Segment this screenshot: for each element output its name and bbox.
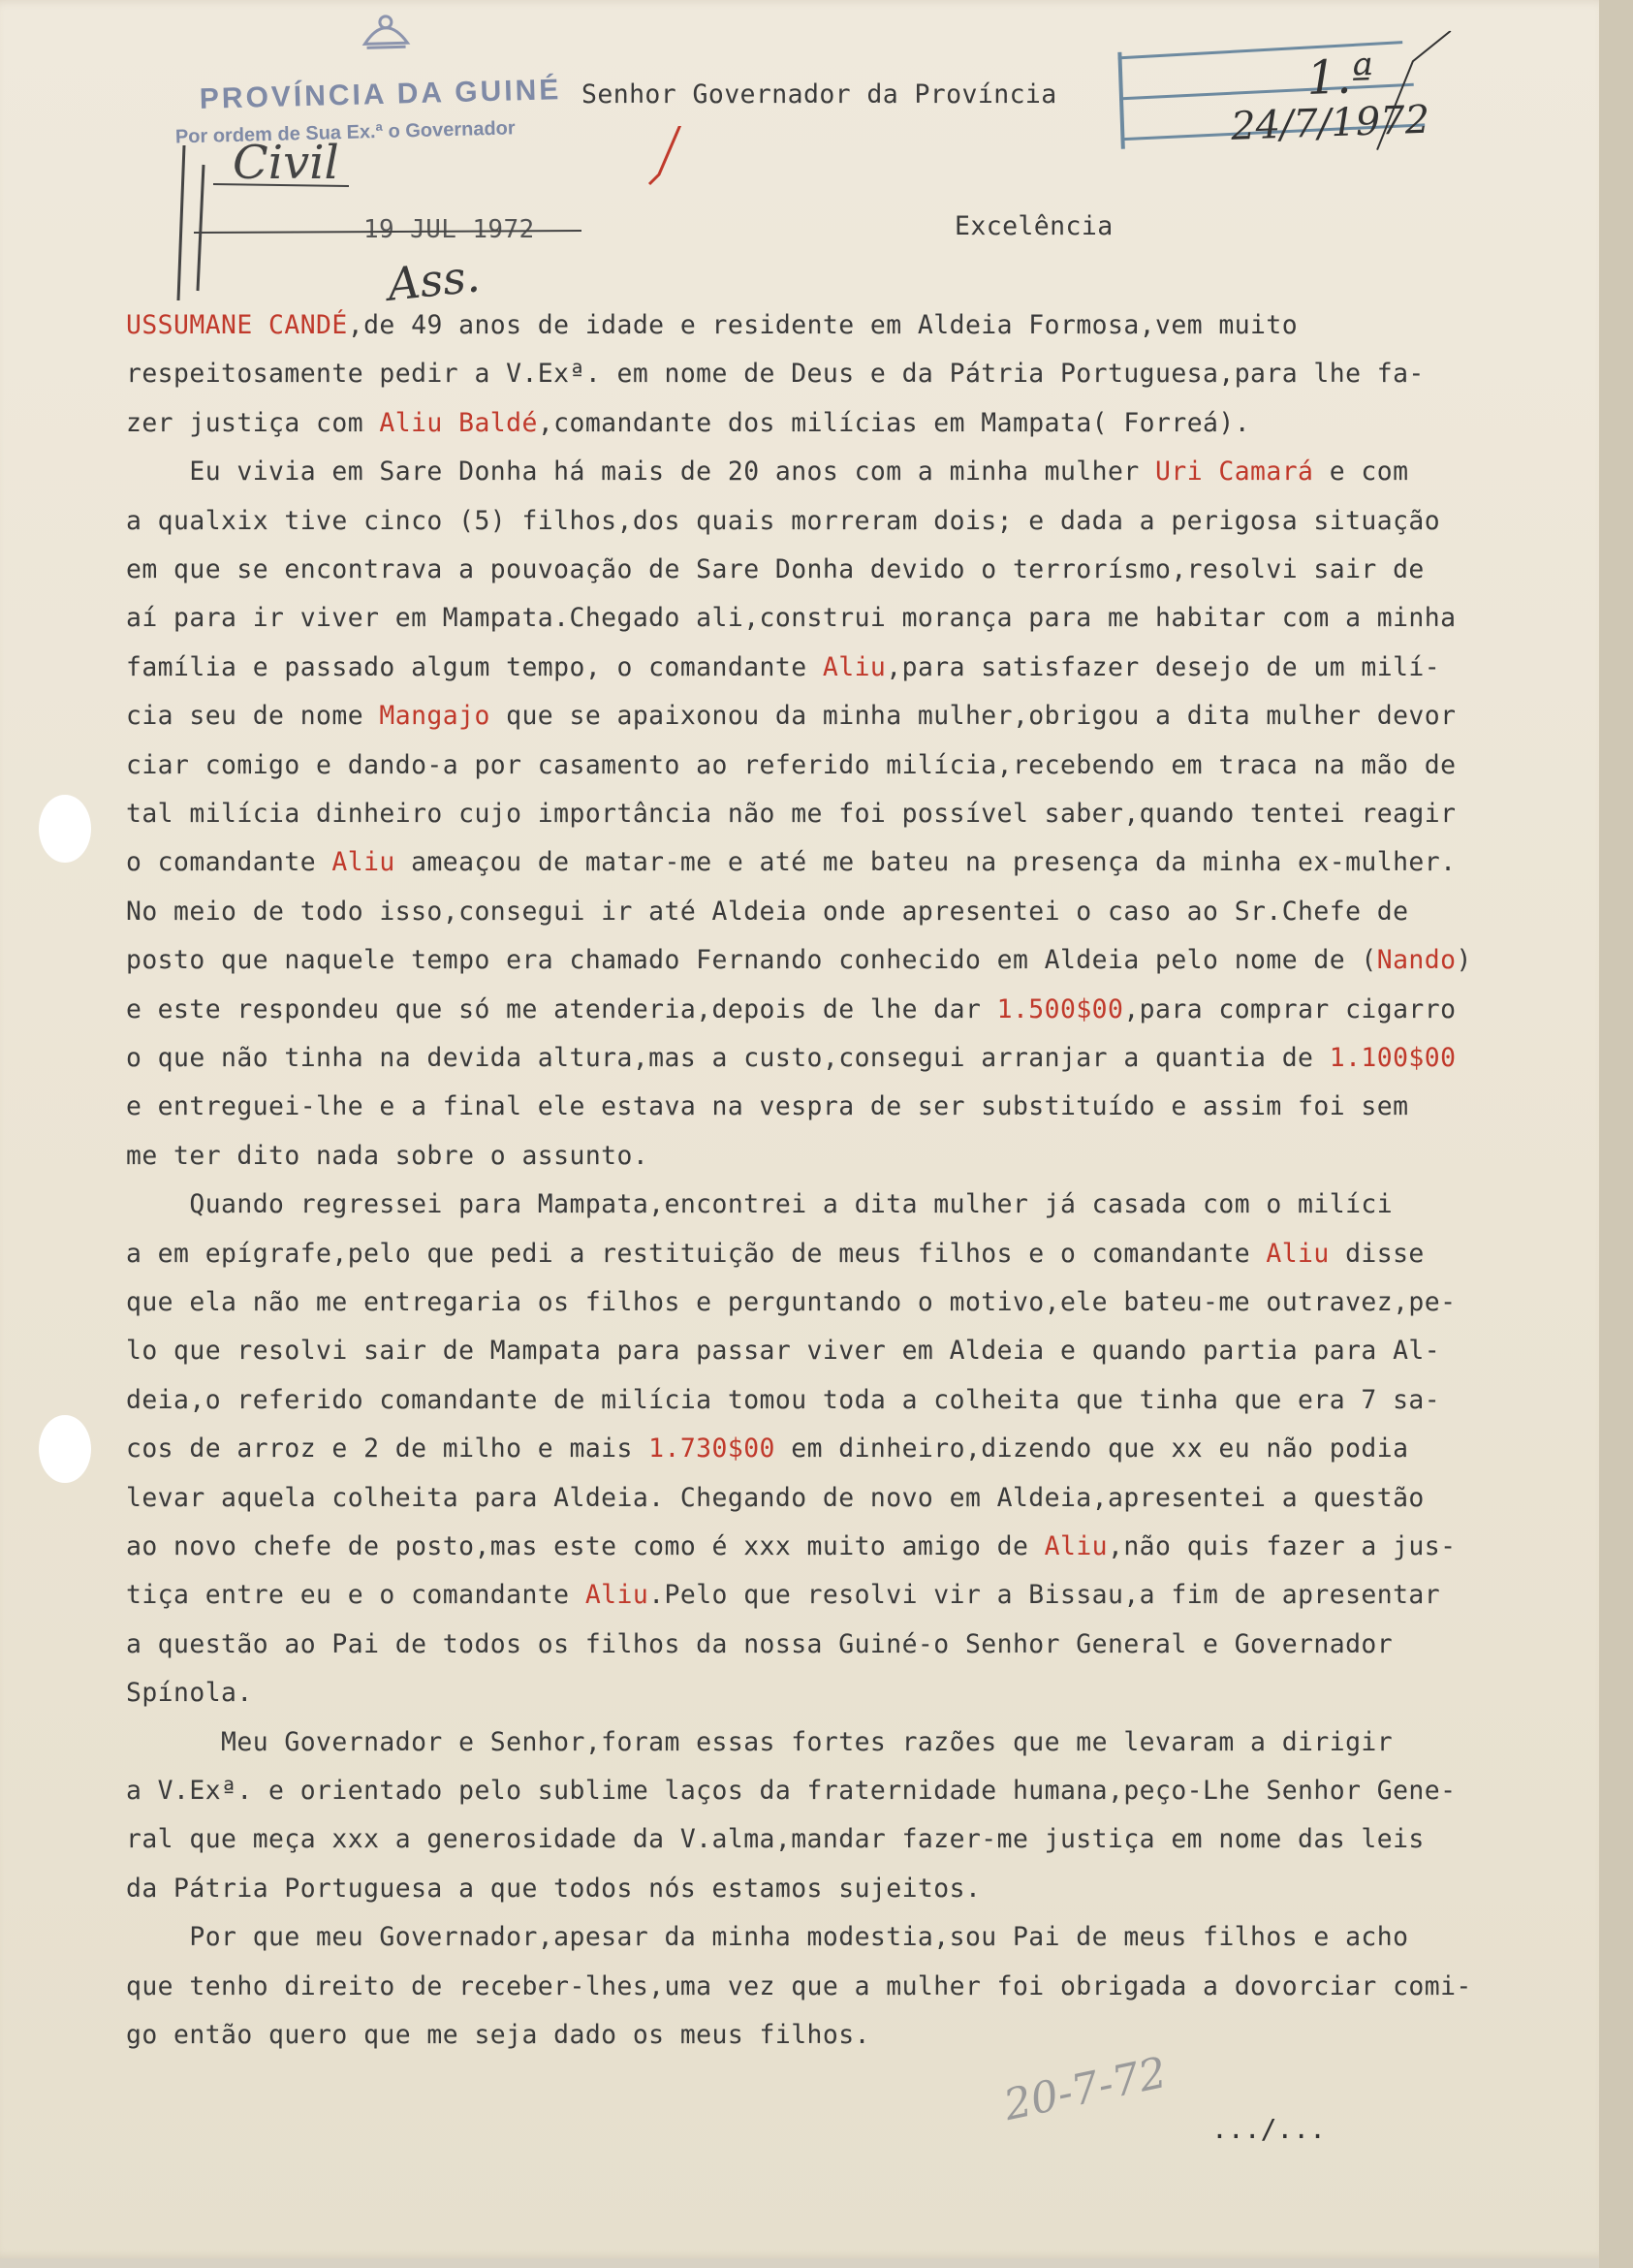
letter-text: que se apaixonou da minha mulher,obrigou a dita mulher devor — [489, 701, 1457, 732]
letter-line — [126, 1629, 1393, 1659]
addressee-line: Senhor Governador da Província — [581, 79, 1057, 110]
letter-text: disse — [1329, 1238, 1425, 1269]
letter-text: Por que meu Governador,apesar da minha modestia,sou Pai de meus filhos e acho — [126, 1922, 1409, 1953]
letter-line — [126, 408, 1250, 438]
letter-text: Quando regressei para Mampata,encontrei a dita mulher já casada com o milíci — [126, 1189, 1394, 1220]
letter-line — [126, 652, 1440, 682]
letter-text: Spínola. — [126, 1678, 253, 1709]
highlighted-name: USSUMANE CANDÉ — [126, 310, 348, 340]
highlighted-name: 1.100$00 — [1329, 1043, 1457, 1073]
letter-text: a V.Exª. e orientado pelo sublime laços da fraternidade humana,peço-Lhe Senhor Gene- — [126, 1776, 1457, 1806]
letter-text: levar aquela colheita para Aldeia. Chegando de novo em Aldeia,apresentei a questão — [126, 1482, 1425, 1513]
letter-line — [126, 1141, 648, 1171]
highlighted-name: Nando — [1376, 945, 1457, 976]
letter-line — [126, 359, 1425, 389]
letter-text: que tenho direito de receber-lhes,uma vez que a mulher foi obrigada a dovorciar comi- — [126, 1970, 1472, 2001]
letter-line — [126, 554, 1425, 584]
highlighted-name: 1.730$00 — [648, 1433, 775, 1465]
date-stamp: 19 JUL 1972 — [363, 215, 535, 244]
letter-text: .Pelo que resolvi vir a Bissau,a fim de apresentar — [648, 1580, 1441, 1611]
letter-text: ) — [1456, 945, 1472, 976]
letter-text: respeitosamente pedir a V.Exª. em nome de Deus e da Pátria Portuguesa,para lhe fa- — [126, 359, 1425, 390]
letter-text: tal milícia dinheiro cujo importância não me foi possível saber,quando tentei reagir — [126, 799, 1457, 829]
letter-text: ral que meça xxx a generosidade da V.alma,mandar fazer-me justiça em nome das leis — [126, 1824, 1425, 1855]
letter-line — [126, 457, 1408, 487]
registration-stamp — [1117, 41, 1444, 149]
letter-line — [126, 1580, 1440, 1610]
letter-text: lo que resolvi sair de Mampata para passar viver em Aldeia e quando partia para Al- — [126, 1336, 1441, 1367]
letter-text: ,não quis fazer a jus- — [1108, 1531, 1457, 1561]
signature: Ass. — [385, 249, 483, 311]
letter-text: zer justiça com — [126, 407, 380, 438]
letter-text: go então quero que me seja dado os meus filhos. — [126, 2020, 870, 2050]
letter-text: ,para satisfazer desejo de um milí- — [886, 651, 1441, 682]
letter-text: me ter dito nada sobre o assunto. — [126, 1140, 649, 1171]
highlighted-name: Aliu — [822, 651, 887, 682]
letter-line — [126, 2020, 870, 2050]
highlighted-name: Aliu Baldé — [379, 407, 538, 438]
letter-line — [126, 1043, 1456, 1073]
letter-text: ciar comigo e dando-a por casamento ao referido milícia,recebendo em traca na mão de — [126, 749, 1457, 780]
letter-line — [126, 1091, 1408, 1121]
letter-text: ,comandante dos milícias em Mampata( Forreá). — [537, 407, 1251, 438]
letter-line — [126, 1971, 1472, 2001]
letter-text: que ela não me entregaria os filhos e perguntando o motivo,ele bateu-me outravez,pe- — [126, 1287, 1457, 1317]
letter-text: Eu vivia em Sare Donha há mais de 20 anos com a minha mulher — [126, 457, 1156, 488]
letter-line — [126, 1776, 1456, 1806]
crest-icon — [357, 8, 416, 52]
punch-hole — [39, 795, 91, 863]
letter-line — [126, 1824, 1425, 1854]
letter-text: Meu Governador e Senhor,foram essas fortes razões que me levaram a dirigir — [126, 1726, 1394, 1757]
letter-text: cia seu de nome — [126, 701, 380, 732]
letter-text: No meio de todo isso,consegui ir até Aldeia onde apresentei o caso ao Sr.Chefe de — [126, 896, 1409, 927]
highlighted-name: Aliu — [1044, 1531, 1108, 1561]
letter-line — [126, 1239, 1425, 1269]
registration-number: 1.ª — [1305, 48, 1374, 107]
letter-line — [126, 994, 1456, 1024]
letter-text: da Pátria Portuguesa a que todos nós estamos sujeitos. — [126, 1873, 982, 1904]
letter-text: e este respondeu que só me atenderia,depois de lhe dar — [126, 993, 997, 1024]
letter-line — [126, 1433, 1408, 1464]
letter-text: a em epígrafe,pelo que pedi a restituição de meus filhos e o comandante — [126, 1238, 1267, 1269]
letter-line — [126, 750, 1456, 780]
letter-text: e entreguei-lhe e a final ele estava na vespra de ser substituído e assim foi sem — [126, 1091, 1409, 1122]
letter-text: família e passado algum tempo, o comandante — [126, 651, 823, 682]
highlighted-name: Mangajo — [379, 701, 490, 732]
highlighted-name: 1.500$00 — [996, 993, 1124, 1024]
pencil-note: 20-7-72 — [999, 2047, 1172, 2131]
letter-text: aí para ir viver em Mampata.Chegado ali,construi morança para me habitar com a minha — [126, 603, 1457, 634]
letter-line — [126, 897, 1408, 927]
letter-text: e com — [1313, 457, 1409, 488]
letter-line — [126, 1922, 1408, 1952]
registration-date: 24/7/1972 — [1230, 97, 1430, 149]
letter-line — [126, 603, 1456, 633]
letter-line — [126, 1385, 1440, 1415]
letter-line — [126, 799, 1456, 829]
highlighted-name: Uri Camará — [1155, 457, 1314, 488]
letter-line — [126, 1287, 1456, 1317]
letter-line — [126, 1727, 1393, 1757]
letter-text: posto que naquele tempo era chamado Fernando conhecido em Aldeia pelo nome de ( — [126, 945, 1377, 976]
letter-line — [126, 1874, 981, 1904]
letter-text: a qualxix tive cinco (5) filhos,dos quais morreram dois; e dada a perigosa situação — [126, 505, 1441, 536]
highlighted-name: Aliu — [331, 847, 395, 878]
letter-text: cos de arroz e 2 de milho e mais — [126, 1433, 649, 1465]
letter-text: deia,o referido comandante de milícia tomou toda a colheita que tinha que era 7 sa- — [126, 1384, 1441, 1415]
pen-strokes-drawing — [155, 126, 833, 310]
letter-line — [126, 506, 1440, 536]
letter-text: o que não tinha na devida altura,mas a custo,consegui arranjar a quantia de — [126, 1043, 1330, 1073]
letter-text: o comandante — [126, 847, 332, 878]
letter-text: a questão ao Pai de todos os filhos da nossa Guiné-o Senhor General e Governador — [126, 1628, 1394, 1659]
letter-line — [126, 701, 1456, 731]
letter-text: ,de 49 anos de idade e residente em Aldeia Formosa,vem muito — [347, 310, 1299, 340]
letter-line — [126, 1483, 1425, 1513]
continuation-marker: .../... — [1211, 2113, 1327, 2145]
salutation: Excelência — [955, 211, 1114, 241]
letter-text: ao novo chefe de posto,mas este como é xxx muito amigo de — [126, 1531, 1045, 1561]
page-edge — [1599, 0, 1633, 2268]
letter-text: ,para comprar cigarro — [1123, 993, 1457, 1024]
letter-text: em dinheiro,dizendo que xx eu não podia — [774, 1433, 1409, 1465]
letter-line — [126, 310, 1298, 340]
letter-text: tiça entre eu e o comandante — [126, 1580, 585, 1611]
highlighted-name: Aliu — [584, 1580, 649, 1611]
letter-line — [126, 945, 1472, 975]
letter-text: ameaçou de matar-me e até me bateu na presença da minha ex-mulher. — [394, 847, 1457, 878]
province-stamp-subtitle: Por ordem de Sua Ex.ª o Governador — [174, 117, 516, 148]
letter-line — [126, 1336, 1440, 1366]
punch-hole — [39, 1415, 91, 1483]
province-stamp-title: PROVÍNCIA DA GUINÉ — [199, 74, 562, 115]
letter-line — [126, 1678, 253, 1708]
handwritten-civil: Civil — [233, 136, 339, 190]
letter-line — [126, 847, 1456, 877]
letter-text: em que se encontrava a pouvoação de Sare Donha devido o terrorísmo,resolvi sair de — [126, 554, 1425, 584]
letter-line — [126, 1531, 1456, 1561]
highlighted-name: Aliu — [1266, 1238, 1330, 1269]
letter-line — [126, 1189, 1393, 1219]
